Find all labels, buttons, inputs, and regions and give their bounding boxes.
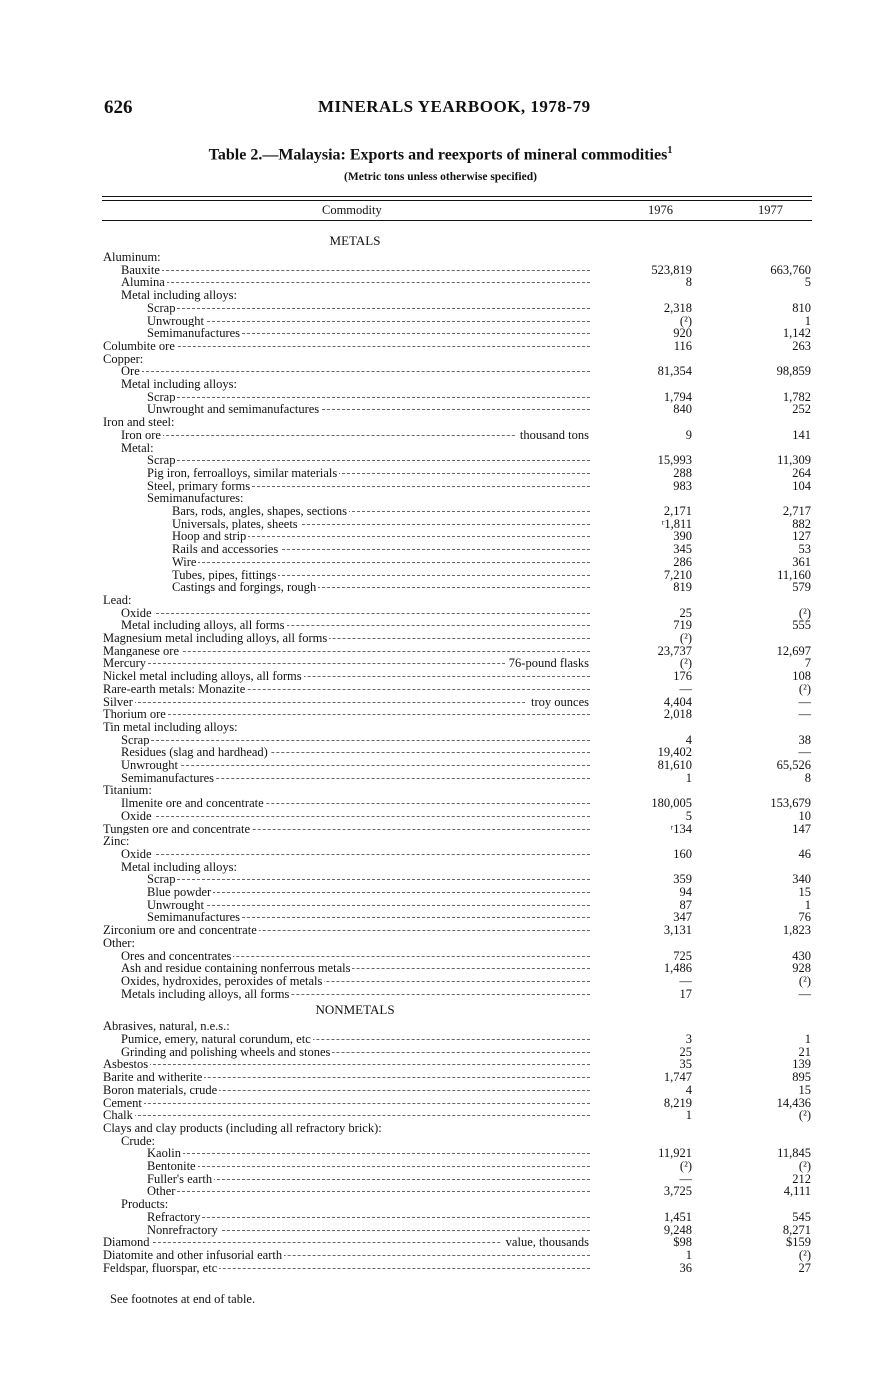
cell-1976: 180,005 (651, 796, 692, 811)
cell-1976: 35 (679, 1057, 692, 1072)
cell-1976: 8 (685, 275, 692, 290)
table-row (0, 581, 881, 594)
row-label: Oxide (121, 808, 152, 823)
cell-1976: 23,737 (657, 643, 692, 658)
row-label: Metal including alloys: (121, 859, 237, 874)
cell-1977: 38 (798, 732, 811, 747)
cell-1976: 725 (673, 948, 692, 963)
row-label: Nonrefractory (147, 1222, 218, 1237)
row-label: Ores and concentrates (121, 948, 232, 963)
cell-1976: 2,171 (663, 504, 692, 518)
cell-1977: 810 (792, 300, 811, 315)
cell-1977: (²) (798, 681, 811, 696)
cell-1976: 819 (673, 580, 692, 595)
column-header-commodity: Commodity (322, 203, 382, 217)
table-row (0, 569, 881, 582)
cell-1977: 11,845 (777, 1146, 811, 1161)
cell-1976: 347 (673, 910, 692, 925)
cell-1976: 15,993 (657, 453, 692, 468)
cell-1977: 1 (804, 313, 811, 328)
cell-1977: 12,697 (776, 643, 811, 658)
cell-1976: 2,318 (663, 300, 692, 315)
dot-leader (147, 892, 590, 893)
cell-1977: 108 (792, 669, 811, 684)
row-label: Metals including alloys, all forms (121, 986, 290, 1001)
row-label: Bentonite (147, 1159, 196, 1173)
row-label: Tungsten ore and concentrate (103, 821, 251, 836)
cell-1977: — (798, 707, 811, 722)
row-label: Barite and witherite (103, 1070, 203, 1085)
row-label: Ore (121, 364, 140, 379)
cell-1976: 286 (673, 554, 692, 569)
cell-1977: $159 (786, 1235, 811, 1250)
cell-1976: $98 (673, 1235, 692, 1250)
row-label: Magnesium metal including alloys, all forms (103, 631, 328, 645)
cell-1976: 1,747 (663, 1070, 692, 1085)
table-row (0, 530, 881, 543)
cell-1976: 36 (679, 1260, 692, 1275)
row-label: Semimanufactures (147, 910, 241, 925)
table-row (0, 1173, 881, 1186)
cell-1976: ʳ134 (670, 821, 692, 836)
cell-1977: 98,859 (776, 364, 811, 379)
dot-leader (103, 702, 590, 703)
column-header-1976: 1976 (648, 203, 673, 217)
row-label: Bars, rods, angles, shapes, sections (172, 504, 347, 518)
cell-1976: 1 (685, 1108, 692, 1123)
page-number: 626 (104, 97, 133, 118)
table-row (0, 556, 881, 569)
dot-leader (103, 1064, 590, 1065)
cell-1976: 4 (685, 732, 692, 747)
row-label: Cement (103, 1095, 142, 1110)
dot-leader (147, 460, 590, 461)
row-label: Bauxite (121, 262, 160, 277)
cell-1976: 160 (673, 846, 692, 861)
row-label: Scrap (147, 872, 176, 887)
cell-1976: 3 (685, 1032, 692, 1046)
table-row (0, 873, 881, 886)
row-label: Rails and accessories (172, 542, 279, 557)
cell-1977: 4,111 (783, 1184, 811, 1199)
cell-1977: 252 (792, 402, 811, 417)
row-label: Iron and steel: (103, 415, 175, 430)
table-row (0, 594, 881, 607)
table-row (0, 302, 881, 315)
table-title-text: Table 2.—Malaysia: Exports and reexports of mineral commodities (208, 146, 668, 164)
row-unit: 76-pound flasks (505, 657, 591, 670)
table-row (0, 810, 881, 823)
row-label: Castings and forgings, rough (172, 580, 317, 595)
cell-1977: 2,717 (782, 504, 811, 518)
cell-1976: ʳ1,811 (661, 516, 692, 531)
table-row (0, 937, 881, 950)
cell-1977: 11,309 (777, 453, 811, 468)
cell-1976: 9,248 (663, 1222, 692, 1237)
cell-1977: 5 (804, 275, 811, 290)
cell-1977: 8 (804, 770, 811, 785)
row-label: Crude: (121, 1133, 156, 1148)
row-label: Other (147, 1184, 176, 1199)
cell-1976: 1,451 (663, 1209, 692, 1224)
row-label: Zirconium ore and concentrate (103, 923, 257, 938)
section-heading-nonmetals: NONMETALS (315, 1002, 395, 1018)
cell-1977: 11,160 (777, 567, 811, 582)
running-title: MINERALS YEARBOOK, 1978-79 (318, 97, 591, 116)
dot-leader (147, 1191, 590, 1192)
section-heading-metals: METALS (329, 233, 381, 248)
cell-1977: (²) (798, 973, 811, 988)
table-row (0, 340, 881, 353)
dot-leader (147, 1217, 590, 1218)
row-label: Ilmenite ore and concentrate (121, 796, 264, 811)
cell-1977: — (798, 694, 811, 709)
dot-leader (147, 397, 590, 398)
row-label: Universals, plates, sheets (172, 516, 298, 531)
cell-1976: 3,131 (663, 923, 692, 938)
row-label: Tin metal including alloys: (103, 719, 238, 734)
row-label: Iron ore (121, 427, 161, 442)
cell-1977: (²) (798, 1247, 811, 1262)
dot-leader (172, 562, 590, 563)
row-label: Mercury (103, 656, 147, 671)
row-label: Steel, primary forms (147, 478, 251, 493)
dot-leader (103, 1115, 590, 1116)
row-label: Other: (103, 935, 135, 950)
cell-1977: 14,436 (776, 1095, 811, 1110)
table-title-footnote-mark: 1 (667, 145, 673, 156)
cell-1976: — (679, 973, 692, 988)
row-label: Semimanufactures (121, 770, 215, 785)
table-row (0, 721, 881, 734)
dot-leader (147, 1166, 590, 1167)
row-label: Chalk (103, 1108, 133, 1123)
dot-leader (121, 613, 590, 614)
table-subtitle: (Metric tons unless otherwise specified) (344, 171, 537, 183)
cell-1976: 390 (673, 529, 692, 544)
cell-1977: 8,271 (782, 1222, 811, 1237)
row-label: Scrap (121, 732, 150, 747)
row-label: Unwrought (121, 758, 178, 772)
table-row (0, 442, 881, 455)
dot-leader (147, 308, 590, 309)
cell-1976: 5 (685, 808, 692, 823)
table-row (0, 1147, 881, 1160)
dot-leader (147, 879, 590, 880)
row-label: Zinc: (103, 834, 130, 849)
table-row (0, 848, 881, 861)
cell-1977: 46 (798, 846, 811, 861)
cell-1976: 719 (673, 618, 692, 633)
row-label: Metal including alloys: (121, 377, 237, 391)
cell-1977: 1 (804, 897, 811, 912)
table-row (0, 1122, 881, 1135)
cell-1977: 7 (804, 656, 811, 671)
row-label: Nickel metal including alloys, all forms (103, 669, 302, 684)
table-row (0, 543, 881, 556)
dot-leader (147, 905, 590, 906)
table-row (0, 467, 881, 480)
cell-1976: 4,404 (663, 694, 692, 709)
cell-1977: 127 (792, 529, 811, 544)
table-row (0, 518, 881, 531)
cell-1977: (²) (798, 1108, 811, 1123)
cell-1977: — (798, 745, 811, 760)
dot-leader (103, 1103, 590, 1104)
table-row (0, 823, 881, 836)
cell-1976: 359 (673, 872, 692, 887)
table-row (0, 429, 881, 442)
row-unit: value, thousands (502, 1236, 591, 1249)
row-label: Ash and residue containing nonferrous metals (121, 961, 351, 976)
row-label: Metal including alloys: (121, 288, 237, 303)
cell-1976: 1 (685, 770, 692, 785)
cell-1977: 147 (792, 821, 811, 836)
cell-1977: (²) (798, 605, 811, 620)
row-label: Boron materials, crude (103, 1082, 218, 1097)
cell-1977: 430 (792, 948, 811, 963)
dot-leader (121, 371, 590, 372)
row-label: Metal: (121, 440, 154, 455)
cell-1976: 94 (679, 885, 692, 899)
row-label: Aluminum: (103, 250, 161, 264)
cell-1977: 139 (792, 1057, 811, 1072)
row-label: Hoop and strip (172, 529, 247, 544)
row-label: Pig iron, ferroalloys, similar materials (147, 465, 338, 480)
dot-leader (121, 854, 590, 855)
cell-1977: 10 (798, 808, 811, 823)
table-row (0, 391, 881, 404)
table-row (0, 1135, 881, 1148)
row-label: Lead: (103, 592, 132, 607)
cell-1977: 104 (792, 478, 811, 493)
cell-1976: 3,725 (663, 1184, 692, 1199)
cell-1977: — (798, 986, 811, 1001)
cell-1976: (²) (679, 656, 692, 671)
cell-1977: 264 (792, 465, 811, 480)
cell-1976: 8,219 (663, 1095, 692, 1110)
row-label: Unwrought (147, 897, 204, 912)
cell-1977: 361 (792, 554, 811, 569)
cell-1977: 928 (792, 961, 811, 976)
table-row (0, 899, 881, 912)
cell-1977: 15 (798, 885, 811, 899)
table-row (0, 1084, 881, 1097)
cell-1977: 895 (792, 1070, 811, 1085)
row-label: Refractory (147, 1209, 201, 1224)
row-label: Semimanufactures: (147, 491, 244, 506)
row-label: Wire (172, 554, 197, 569)
cell-1976: 1,794 (663, 389, 692, 404)
row-label: Thorium ore (103, 707, 166, 722)
cell-1976: 983 (673, 478, 692, 493)
cell-1976: 116 (673, 338, 692, 353)
table-row (0, 315, 881, 328)
cell-1977: 1 (804, 1032, 811, 1046)
row-label: Alumina (121, 275, 165, 290)
cell-1977: 212 (792, 1171, 811, 1186)
table-row (0, 454, 881, 467)
cell-1976: 25 (679, 605, 692, 620)
cell-1977: 141 (792, 427, 811, 442)
cell-1976: 4 (685, 1082, 692, 1097)
cell-1976: — (679, 681, 692, 696)
cell-1977: 1,782 (782, 389, 811, 404)
row-label: Diamond (103, 1235, 150, 1250)
dot-leader (147, 1153, 590, 1154)
cell-1977: (²) (798, 1159, 811, 1173)
cell-1976: 87 (679, 897, 692, 912)
row-label: Scrap (147, 300, 176, 315)
cell-1977: 340 (792, 872, 811, 887)
row-label: Feldspar, fluorspar, etc (103, 1260, 218, 1275)
cell-1977: 882 (792, 516, 811, 531)
cell-1976: — (679, 1171, 692, 1186)
cell-1977: 153,679 (770, 796, 811, 811)
cell-1976: 17 (679, 986, 692, 1001)
table-row (0, 480, 881, 493)
table-row (0, 1211, 881, 1224)
row-label: Oxide (121, 605, 152, 620)
cell-1976: 9 (685, 427, 692, 442)
cell-1976: 840 (673, 402, 692, 417)
cell-1977: 1,142 (782, 326, 811, 341)
cell-1977: 579 (792, 580, 811, 595)
dot-leader (121, 816, 590, 817)
table-row (0, 378, 881, 391)
cell-1977: 15 (798, 1082, 811, 1097)
table-row (0, 1160, 881, 1173)
table-row (0, 1198, 881, 1211)
row-label: Rare-earth metals: Monazite (103, 681, 246, 696)
row-label: Unwrought (147, 313, 204, 328)
cell-1976: (²) (679, 1159, 692, 1173)
table-row (0, 886, 881, 899)
cell-1977: 1,823 (782, 923, 811, 938)
cell-1977: 263 (792, 338, 811, 353)
row-label: Silver (103, 694, 133, 709)
cell-1976: 81,354 (657, 364, 692, 379)
cell-1976: 523,819 (651, 262, 692, 277)
dot-leader (121, 740, 590, 741)
row-label: Copper: (103, 351, 144, 366)
row-label: Blue powder (147, 885, 212, 899)
row-label: Grinding and polishing wheels and stones (121, 1044, 331, 1059)
row-label: Columbite ore (103, 338, 175, 353)
cell-1977: 27 (798, 1260, 811, 1275)
dot-leader (103, 714, 590, 715)
cell-1976: (²) (679, 631, 692, 645)
cell-1977: 65,526 (776, 758, 811, 772)
cell-1977: 555 (792, 618, 811, 633)
cell-1976: 81,610 (657, 758, 692, 772)
row-label: Residues (slag and hardhead) (121, 745, 268, 760)
row-unit: troy ounces (527, 696, 591, 709)
table-row (0, 1262, 881, 1275)
cell-1976: 7,210 (663, 567, 692, 582)
table-row (0, 289, 881, 302)
row-label: Asbestos (103, 1057, 149, 1072)
cell-1976: 1 (685, 1247, 692, 1262)
cell-1976: 11,921 (658, 1146, 692, 1161)
table-row (0, 492, 881, 505)
cell-1977: 53 (798, 542, 811, 557)
dot-leader (121, 282, 590, 283)
cell-1977: 663,760 (770, 262, 811, 277)
table-row (0, 683, 881, 696)
cell-1976: 19,402 (657, 745, 692, 760)
cell-1977: 21 (798, 1044, 811, 1059)
row-label: Abrasives, natural, n.e.s.: (103, 1019, 230, 1034)
row-label: Oxides, hydroxides, peroxides of metals (121, 973, 323, 988)
dot-leader (147, 321, 590, 322)
cell-1976: 345 (673, 542, 692, 557)
row-label: Scrap (147, 389, 176, 404)
row-label: Semimanufactures (147, 326, 241, 341)
row-unit: thousand tons (516, 429, 591, 442)
cell-1976: 2,018 (663, 707, 692, 722)
column-header-1977: 1977 (758, 203, 783, 217)
table-row (0, 975, 881, 988)
table-row (0, 505, 881, 518)
row-label: Diatomite and other infusorial earth (103, 1247, 283, 1262)
table-row (0, 988, 881, 1001)
cell-1977: 545 (792, 1209, 811, 1224)
dot-leader (121, 765, 590, 766)
cell-1976: 920 (673, 326, 692, 341)
cell-1976: 25 (679, 1044, 692, 1059)
table-row (0, 861, 881, 874)
cell-1976: 176 (673, 669, 692, 684)
table-row (0, 1249, 881, 1262)
row-label: Fuller's earth (147, 1171, 213, 1186)
row-label: Metal including alloys, all forms (121, 618, 285, 633)
dot-leader (121, 270, 590, 271)
row-label: Tubes, pipes, fittings (172, 567, 277, 582)
row-label: Oxide (121, 846, 152, 861)
cell-1977: 76 (798, 910, 811, 925)
row-label: Manganese ore (103, 643, 180, 658)
row-label: Kaolin (147, 1146, 182, 1161)
footnote-note: See footnotes at end of table. (110, 1292, 256, 1306)
row-label: Titanium: (103, 783, 152, 798)
row-label: Unwrought and semimanufactures (147, 402, 320, 417)
cell-1976: 288 (673, 465, 692, 480)
row-label: Scrap (147, 453, 176, 468)
cell-1976: (²) (679, 313, 692, 328)
cell-1976: 1,486 (663, 961, 692, 976)
row-label: Clays and clay products (including all refractory brick): (103, 1120, 382, 1135)
row-label: Pumice, emery, natural corundum, etc (121, 1032, 311, 1046)
row-label: Products: (121, 1197, 169, 1212)
